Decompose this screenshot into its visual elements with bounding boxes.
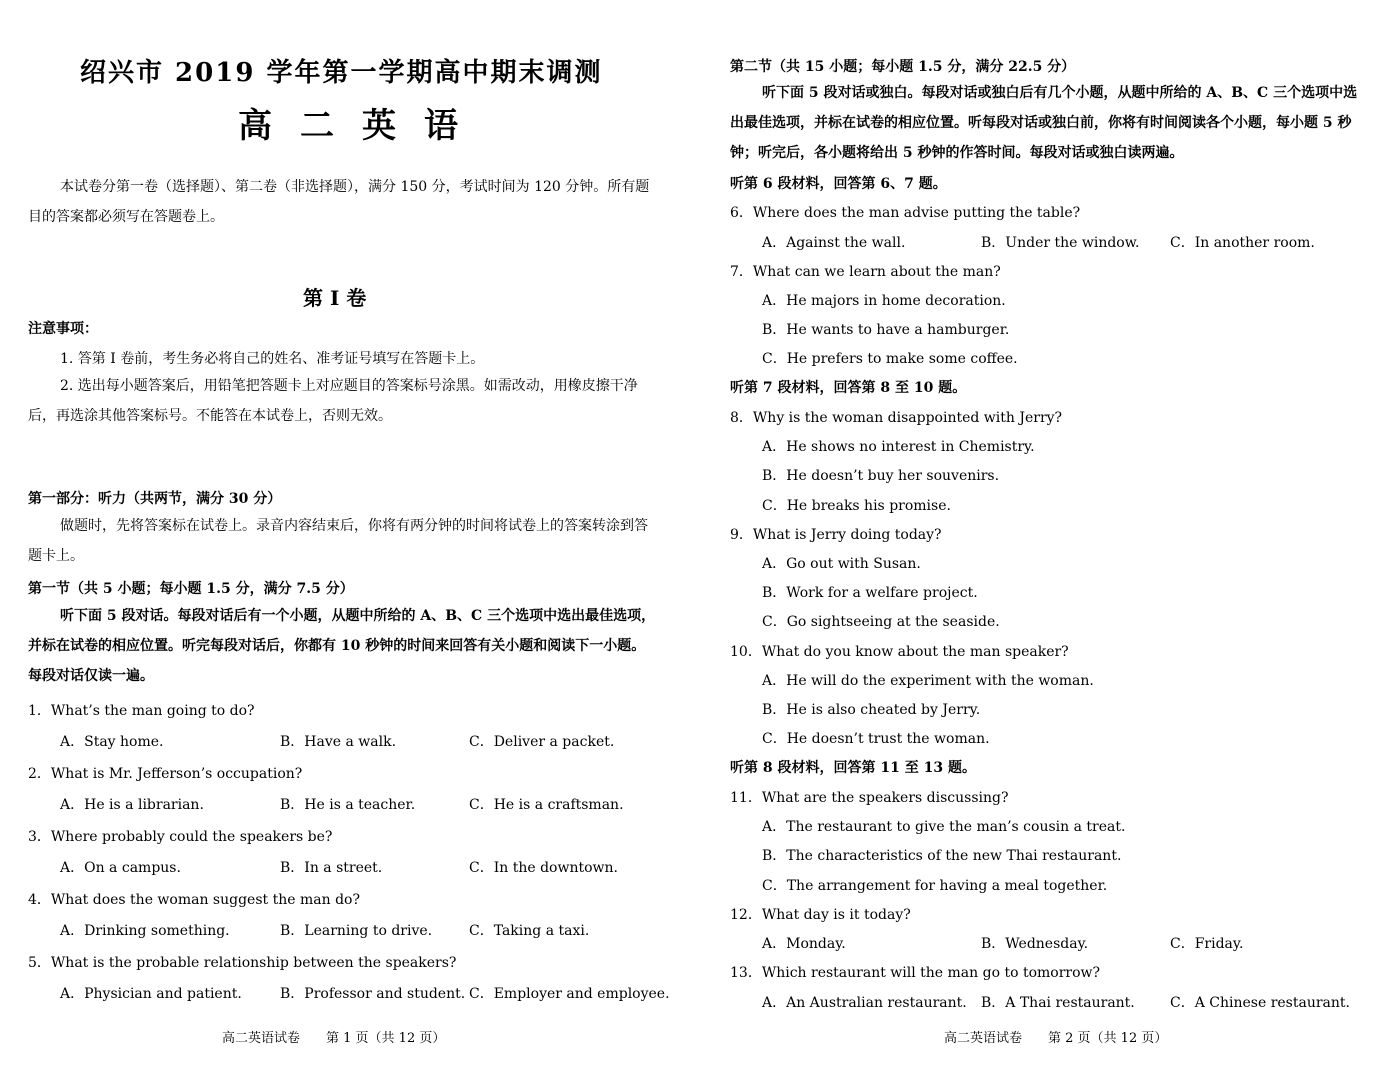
- question-11-option-a: A．The restaurant to give the man’s cousin a treat.: [762, 819, 1126, 835]
- exam-subject: 高二英语: [238, 106, 486, 146]
- right-page: [693, 0, 1386, 1072]
- question-9-option-a: A．Go out with Susan.: [762, 556, 921, 572]
- question-6-option-c: C．In another room.: [1170, 235, 1315, 251]
- question-10: 10．What do you know about the man speaker?: [730, 644, 1069, 660]
- question-7-option-b: B．He wants to have a hamburger.: [762, 322, 1010, 338]
- question-3-option-b: B．In a street.: [280, 860, 383, 876]
- exam-title: 绍兴市 2019 学年第一学期高中期末调测: [80, 58, 603, 88]
- exam-intro: 本试卷分第一卷（选择题）、第二卷（非选择题），满分 150 分，考试时间为 120 分钟。所有题目的答案都必须写在答题卷上。: [28, 179, 650, 225]
- question-7: 7．What can we learn about the man?: [730, 264, 1001, 280]
- question-3: 3．Where probably could the speakers be?: [28, 829, 333, 845]
- question-12-option-c: C．Friday.: [1170, 936, 1244, 952]
- note-2: 2. 选出每小题答案后，用铅笔把答题卡上对应题目的答案标号涂黑。如需改动，用橡皮擦干净后，再选涂其他答案标号。不能答在本试卷上，否则无效。: [28, 378, 638, 424]
- question-5-option-a: A．Physician and patient.: [60, 986, 242, 1002]
- question-1-option-c: C．Deliver a packet.: [469, 734, 615, 750]
- section1-instructions: 听下面 5 段对话。每段对话后有一个小题，从题中所给的 A、B、C 三个选项中选出最佳选项，并标在试卷的相应位置。听完每段对话后，你都有 10 秒钟的时间来回答有关小题和阅读下一小题。每段对话仅读一遍。: [28, 608, 656, 684]
- question-6: 6．Where does the man advise putting the table?: [730, 205, 1081, 221]
- question-7-option-c: C．He prefers to make some coffee.: [762, 351, 1018, 367]
- question-4-option-c: C．Taking a taxi.: [469, 923, 590, 939]
- question-1-option-a: A．Stay home.: [60, 734, 164, 750]
- question-10-option-a: A．He will do the experiment with the woman.: [762, 673, 1094, 689]
- question-10-option-b: B．He is also cheated by Jerry.: [762, 702, 981, 718]
- question-11: 11．What are the speakers discussing?: [730, 790, 1009, 806]
- question-8-option-b: B．He doesn’t buy her souvenirs.: [762, 468, 1000, 484]
- question-2: 2．What is Mr. Jefferson’s occupation?: [28, 766, 303, 782]
- question-11-option-c: C．The arrangement for having a meal together.: [762, 878, 1108, 894]
- section2-instructions: 听下面 5 段对话或独白。每段对话或独白后有几个小题，从题中所给的 A、B、C 三个选项中选出最佳选项，并标在试卷的相应位置。听每段对话或独白前，你将有时间阅读各个小题，每小题 5 秒钟；听完后，各小题将给出 5 秒钟的作答时间。每段对话或独白读两遍。: [730, 85, 1358, 161]
- question-6-option-a: A．Against the wall.: [762, 235, 906, 251]
- material-7-heading: 听第 7 段材料，回答第 8 至 10 题。: [730, 380, 967, 396]
- question-8-option-c: C．He breaks his promise.: [762, 498, 951, 514]
- question-12: 12．What day is it today?: [730, 907, 911, 923]
- question-1: 1．What’s the man going to do?: [28, 703, 255, 719]
- question-2-option-b: B．He is a teacher.: [280, 797, 416, 813]
- material-8-heading: 听第 8 段材料，回答第 11 至 13 题。: [730, 760, 976, 776]
- question-11-option-b: B．The characteristics of the new Thai restaurant.: [762, 848, 1122, 864]
- question-12-option-b: B．Wednesday.: [981, 936, 1089, 952]
- question-13-option-b: B．A Thai restaurant.: [981, 995, 1135, 1011]
- question-9: 9．What is Jerry doing today?: [730, 527, 942, 543]
- page-footer: 高二英语试卷 第 2 页（共 12 页）: [944, 1031, 1168, 1046]
- material-6-heading: 听第 6 段材料，回答第 6、7 题。: [730, 176, 947, 192]
- question-1-option-b: B．Have a walk.: [280, 734, 397, 750]
- question-7-option-a: A．He majors in home decoration.: [762, 293, 1006, 309]
- question-6-option-b: B．Under the window.: [981, 235, 1140, 251]
- question-4: 4．What does the woman suggest the man do?: [28, 892, 360, 908]
- question-9-option-c: C．Go sightseeing at the seaside.: [762, 614, 1000, 630]
- question-5-option-c: C．Employer and employee.: [469, 986, 670, 1002]
- page-footer: 高二英语试卷 第 1 页（共 12 页）: [222, 1031, 446, 1046]
- question-12-option-a: A．Monday.: [762, 936, 846, 952]
- question-5-option-b: B．Professor and student.: [280, 986, 466, 1002]
- question-10-option-c: C．He doesn’t trust the woman.: [762, 731, 990, 747]
- question-2-option-c: C．He is a craftsman.: [469, 797, 624, 813]
- section2-heading: 第二节（共 15 小题；每小题 1.5 分，满分 22.5 分）: [730, 59, 1076, 75]
- question-13: 13．Which restaurant will the man go to tomorrow?: [730, 965, 1101, 981]
- question-3-option-a: A．On a campus.: [60, 860, 181, 876]
- part1-desc: 做题时，先将答案标在试卷上。录音内容结束后，你将有两分钟的时间将试卷上的答案转涂到答题卡上。: [28, 518, 648, 564]
- question-4-option-a: A．Drinking something.: [60, 923, 230, 939]
- question-8-option-a: A．He shows no interest in Chemistry.: [762, 439, 1035, 455]
- question-9-option-b: B．Work for a welfare project.: [762, 585, 978, 601]
- notes-heading: 注意事项：: [28, 321, 98, 337]
- question-4-option-b: B．Learning to drive.: [280, 923, 433, 939]
- part1-heading: 第一部分：听力（共两节，满分 30 分）: [28, 491, 282, 507]
- question-13-option-a: A．An Australian restaurant.: [762, 995, 967, 1011]
- question-13-option-c: C．A Chinese restaurant.: [1170, 995, 1350, 1011]
- question-5: 5．What is the probable relationship between the speakers?: [28, 955, 457, 971]
- volume-heading: 第 I 卷: [303, 286, 367, 310]
- question-8: 8．Why is the woman disappointed with Jerry?: [730, 410, 1063, 426]
- question-2-option-a: A．He is a librarian.: [60, 797, 204, 813]
- note-1: 1. 答第 I 卷前，考生务必将自己的姓名、准考证号填写在答题卡上。: [60, 351, 485, 367]
- section1-heading: 第一节（共 5 小题；每小题 1.5 分，满分 7.5 分）: [28, 581, 354, 597]
- question-3-option-c: C．In the downtown.: [469, 860, 618, 876]
